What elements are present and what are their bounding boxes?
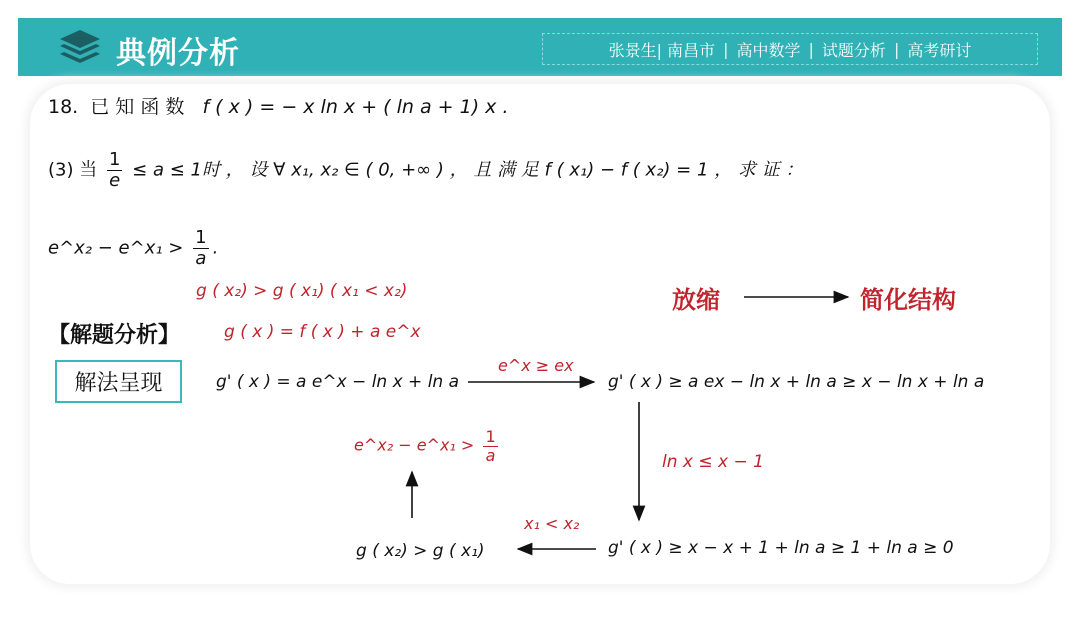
gprime-bound: g' ( x ) ≥ a ex − ln x + ln a ≥ x − ln x + ln a [608, 372, 985, 392]
tag-research: 高考研讨 [907, 40, 972, 60]
simplify-label: 简化结构 [860, 286, 956, 314]
fangsuo-label: 放缩 [672, 286, 720, 314]
arrow3-label: x₁ < x₂ [524, 514, 580, 533]
frac-1-over-a: $\frac{1}{a}$ [195, 227, 207, 269]
part-label: (3) 当 [48, 159, 98, 181]
frac-1-over-e: $\frac{1}{e}$ [108, 149, 121, 191]
arrow2-label: ln x ≤ x − 1 [662, 452, 764, 472]
conclusion-lhs: e^x₂ − e^x₁ > [354, 435, 475, 455]
arrow1-label: e^x ≥ ex [498, 356, 574, 375]
problem-expr: f ( x ) = − x ln x + ( ln a + 1) x . [202, 96, 509, 118]
tag-subject: 高中数学 [736, 40, 801, 60]
header-title: 典例分析 [116, 36, 240, 71]
gprime-formula: g' ( x ) = a e^x − ln x + ln a [216, 372, 460, 392]
g-definition: g ( x ) = f ( x ) + a e^x [224, 322, 421, 342]
g-inequality: g ( x₂) > g ( x₁) ( x₁ < x₂) [196, 281, 408, 301]
analysis-label: 【解题分析】 [48, 323, 181, 348]
claim-line: e^x₂ − e^x₁ > $\frac{1}{a}$ . [48, 227, 219, 269]
header-tags: 张景生| 南昌市 | 高中数学 | 试题分析 | 高考研讨 [542, 33, 1038, 65]
part-condition: ≤ a ≤ 1时 ， 设 ∀ x₁, x₂ ∈ ( 0, +∞ ) ， 且 满 足 f ( x₁) − f ( x₂) = 1 ， 求 证 ： [132, 159, 804, 181]
tag-author: 张景生| 南昌市 [608, 40, 716, 60]
claim-lhs: e^x₂ − e^x₁ > [48, 237, 184, 259]
problem-number: 18. [48, 96, 79, 118]
method-box: 解法呈现 [55, 360, 182, 403]
g-compare: g ( x₂) > g ( x₁) [356, 541, 485, 561]
tag-analysis: 试题分析 [821, 40, 886, 60]
problem-stem: 已 知 函 数 [90, 96, 185, 118]
conclusion-frac: $\frac{1}{a}$ [485, 427, 496, 465]
gprime-final: g' ( x ) ≥ x − x + 1 + ln a ≥ 1 + ln a ≥ 0 [608, 538, 954, 558]
